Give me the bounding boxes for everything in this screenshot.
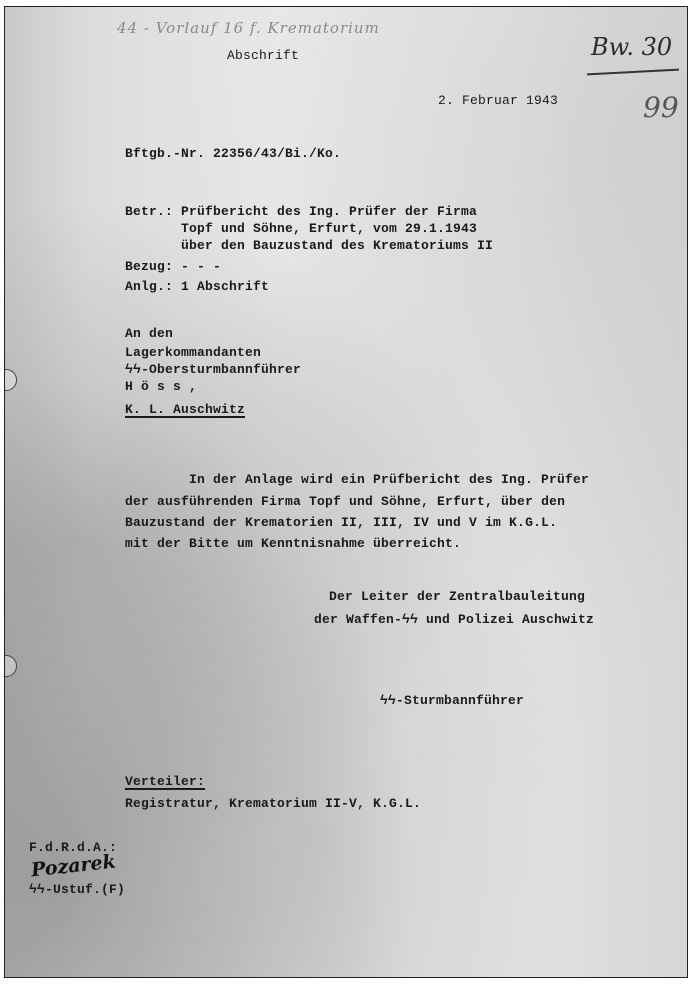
subject-line-1: Betr.: Prüfbericht des Ing. Prüfer der Firma xyxy=(125,204,478,219)
recipient-line-3: ϟϟ-Obersturmbannführer xyxy=(125,362,302,377)
recipient-line-1: An den xyxy=(125,326,174,341)
distribution-list: Registratur, Krematorium II-V, K.G.L. xyxy=(125,796,422,811)
signer-rank: ϟϟ-Sturmbannführer xyxy=(380,693,525,708)
file-mark-underline xyxy=(587,69,679,76)
document-page xyxy=(4,6,688,978)
certification-label: F.d.R.d.A.: xyxy=(29,840,118,855)
punch-hole-top xyxy=(4,369,17,391)
body-line-4: mit der Bitte um Kenntnisnahme überreicht. xyxy=(125,536,462,551)
enclosure-line: Anlg.: 1 Abschrift xyxy=(125,279,270,294)
certification-signature: Pozarek xyxy=(30,850,117,882)
file-mark: Bw. 30 xyxy=(591,33,673,61)
recipient-line-5: K. L. Auschwitz xyxy=(125,402,246,417)
subject-line-2: Topf und Söhne, Erfurt, vom 29.1.1943 xyxy=(181,221,478,236)
distribution-heading: Verteiler: xyxy=(125,774,206,789)
reference-number: Bftgb.-Nr. 22356/43/Bi./Ko. xyxy=(125,146,342,161)
signature-line-1: Der Leiter der Zentralbauleitung xyxy=(329,589,586,604)
page-mark: 99 xyxy=(643,91,679,124)
reference-line: Bezug: - - - xyxy=(125,259,222,274)
recipient-line-2: Lagerkommandanten xyxy=(125,345,262,360)
document-heading: Abschrift xyxy=(227,48,300,63)
body-line-3: Bauzustand der Krematorien II, III, IV und V im K.G.L. xyxy=(125,515,558,530)
body-line-1: In der Anlage wird ein Prüfbericht des Ing. Prüfer xyxy=(189,472,590,487)
document-date: 2. Februar 1943 xyxy=(438,93,559,108)
signature-line-2: der Waffen-ϟϟ und Polizei Auschwitz xyxy=(314,612,595,627)
recipient-line-4: H ö s s , xyxy=(125,379,198,394)
punch-hole-bottom xyxy=(4,655,17,677)
body-line-2: der ausführenden Firma Topf und Söhne, Erfurt, über den xyxy=(125,494,566,509)
top-scribble: 44 - Vorlauf 16 f. Krematorium xyxy=(117,19,380,37)
subject-line-3: über den Bauzustand des Krematoriums II xyxy=(181,238,494,253)
certification-rank: ϟϟ-Ustuf.(F) xyxy=(29,882,126,897)
